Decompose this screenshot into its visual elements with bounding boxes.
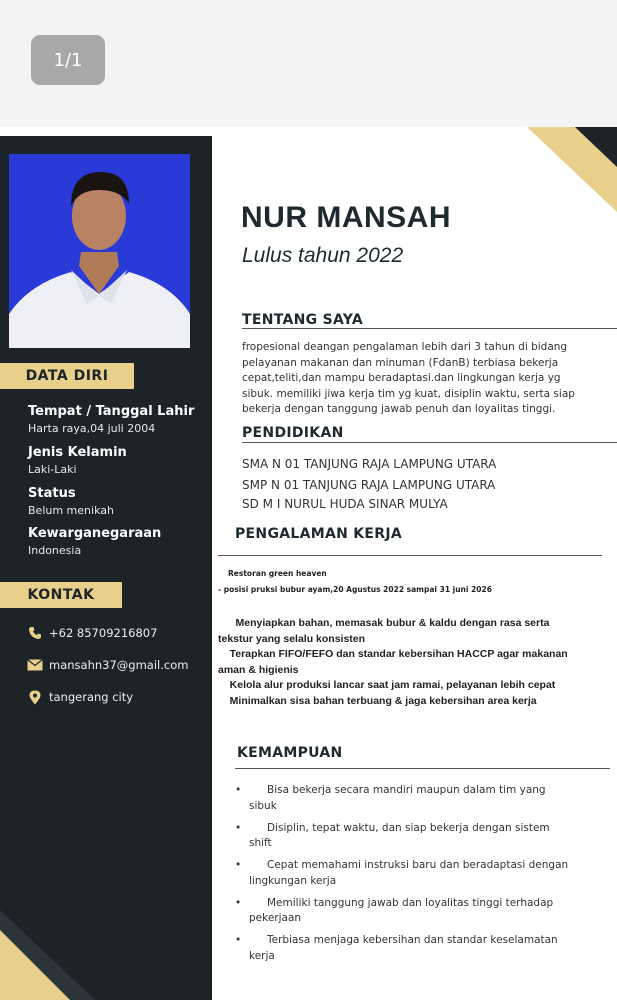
list-item xyxy=(235,896,575,927)
field-label: Status xyxy=(28,486,76,501)
list-item xyxy=(235,858,575,889)
experience-line: Minimalkan sisa bahan terbuang & jaga kebersihan area kerja xyxy=(218,694,537,707)
page-indicator[interactable]: 1/1 xyxy=(31,35,105,85)
skills-heading: KEMAMPUAN xyxy=(237,745,343,761)
location-text: tangerang city xyxy=(49,690,134,704)
decorative-corner-top-right xyxy=(527,127,617,212)
experience-line: tekstur yang selalu konsisten xyxy=(218,632,366,645)
decorative-corner-bottom-left xyxy=(0,870,130,1000)
resume-page xyxy=(0,127,617,1000)
contact-location xyxy=(26,689,133,705)
contact-email[interactable] xyxy=(26,657,188,673)
experience-company: Restoran green heaven xyxy=(228,569,327,578)
bullet: • xyxy=(235,859,242,871)
field-value: Belum menikah xyxy=(28,504,114,517)
profile-photo xyxy=(9,154,190,348)
experience-line: Kelola alur produksi lancar saat jam ramai, pelayanan lebih cepat xyxy=(218,679,556,691)
list-item xyxy=(235,783,575,814)
full-name: NUR MANSAH xyxy=(241,201,451,234)
field-value: Laki-Laki xyxy=(28,463,77,476)
field-gender xyxy=(28,445,127,476)
field-label: Tempat / Tanggal Lahir xyxy=(28,404,195,419)
divider xyxy=(242,328,617,329)
skill-text: Terbiasa menjaga kebersihan dan standar keselamatan kerja xyxy=(249,934,558,962)
experience-line: Terapkan FIFO/FEFO dan standar kebersihan HACCP agar makanan xyxy=(218,648,568,660)
location-pin-icon xyxy=(26,689,44,705)
about-heading: TENTANG SAYA xyxy=(242,312,364,328)
contact-phone[interactable] xyxy=(26,625,157,641)
divider xyxy=(218,555,602,556)
field-label: Kewarganegaraan xyxy=(28,526,162,541)
bullet: • xyxy=(235,784,242,796)
experience-position: - posisi pruksi bubur ayam,20 Agustus 2022 sampai 31 juni 2026 xyxy=(218,585,492,594)
field-value: Indonesia xyxy=(28,544,82,557)
experience-description xyxy=(218,616,608,709)
graduation-subtitle: Lulus tahun 2022 xyxy=(242,244,404,267)
phone-icon xyxy=(26,625,44,641)
experience-heading: PENGALAMAN KERJA xyxy=(235,526,403,542)
skill-text: Disiplin, tepat waktu, dan siap bekerja dengan sistem shift xyxy=(249,821,550,849)
field-label: Jenis Kelamin xyxy=(28,445,127,460)
bullet: • xyxy=(235,896,242,909)
list-item xyxy=(235,933,575,964)
bullet: • xyxy=(235,821,242,834)
field-status xyxy=(28,486,114,517)
education-item: SMA N 01 TANJUNG RAJA LAMPUNG UTARA xyxy=(242,457,497,471)
skills-list xyxy=(235,783,575,971)
field-nationality xyxy=(28,526,161,557)
skill-text: Cepat memahami instruksi baru dan beradaptasi dengan lingkungan kerja xyxy=(249,859,569,887)
education-item: SD M I NURUL HUDA SINAR MULYA xyxy=(242,497,448,511)
skill-text: Bisa bekerja secara mandiri maupun dalam tim yang sibuk xyxy=(249,784,546,812)
data-diri-heading: DATA DIRI xyxy=(0,363,134,389)
skill-text: Memiliki tanggung jawab dan loyalitas tinggi terhadap pekerjaan xyxy=(249,896,554,924)
bullet: • xyxy=(235,934,242,946)
list-item xyxy=(235,821,575,852)
phone-number: +62 85709216807 xyxy=(49,626,158,640)
about-text: fropesional deangan pengalaman lebih dari 3 tahun di bidang pelayanan makanan dan minuman (FdanB) terbiasa bekerja cepat,teliti,dan mampu beradaptasi.dan lingkungan kerja yg sibuk. memiliki jiwa kerja tim yg kuat, disiplin waktu, serta siap bekerja dengan tanggung jawab penuh dan loyalitas tinggi. xyxy=(242,341,575,415)
education-item: SMP N 01 TANJUNG RAJA LAMPUNG UTARA xyxy=(242,478,496,492)
field-birth xyxy=(28,404,194,435)
education-heading: PENDIDIKAN xyxy=(242,425,344,441)
email-address: mansahn37@gmail.com xyxy=(49,658,189,672)
divider xyxy=(235,768,610,769)
experience-line: Menyiapkan bahan, memasak bubur & kaldu dengan rasa serta xyxy=(218,617,550,629)
field-value: Harta raya,04 juli 2004 xyxy=(28,422,156,435)
divider xyxy=(242,442,617,443)
sidebar xyxy=(0,136,212,1000)
kontak-heading: KONTAK xyxy=(0,582,122,608)
mail-icon xyxy=(26,657,44,673)
experience-line: aman & higienis xyxy=(218,663,299,676)
